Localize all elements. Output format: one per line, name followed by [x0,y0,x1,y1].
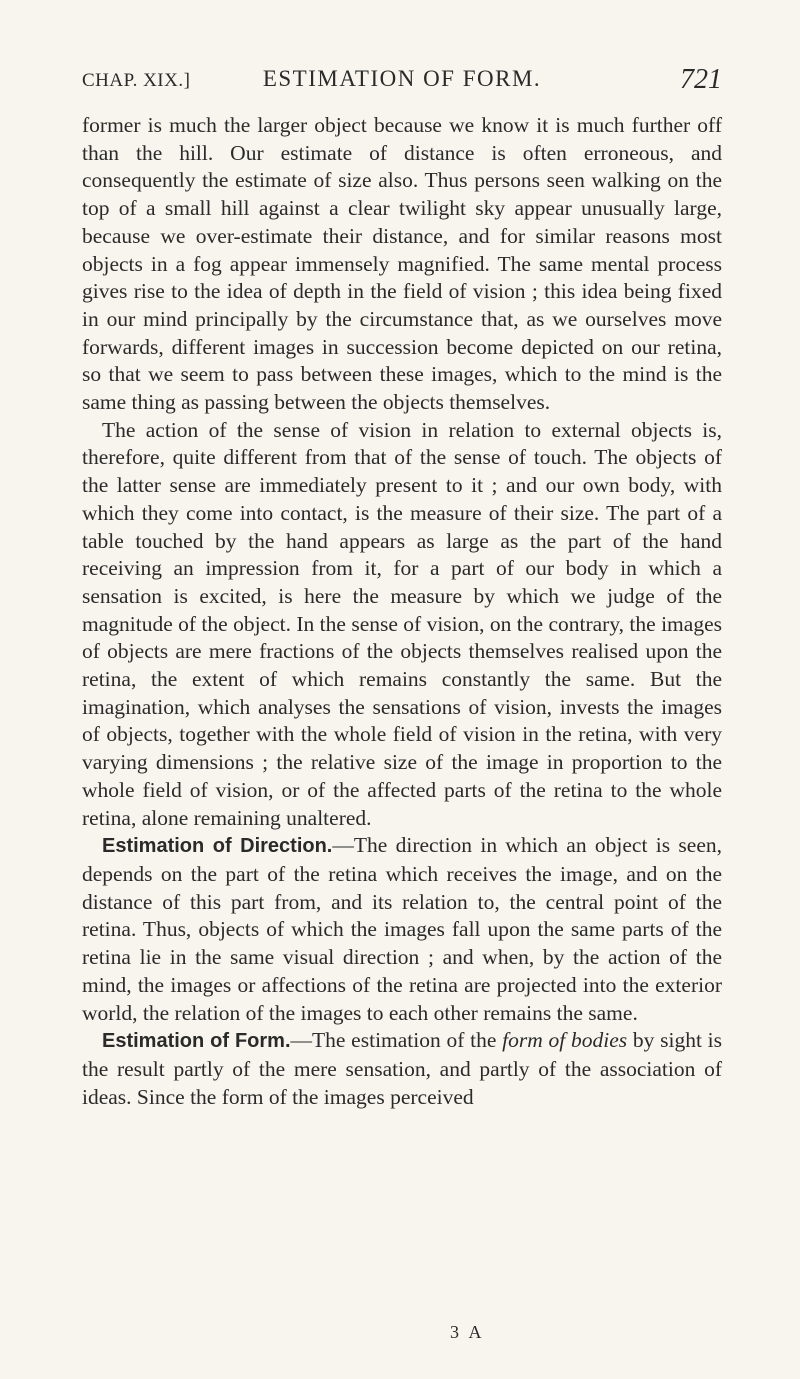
paragraph-1: former is much the larger object because we know it is much further off than the hill. Our estimate of distance is often erroneous, and consequently the estimate of size also. Thus persons seen walking on the top of a small hill against a clear twilight sky appear unusually large, because we over-estimate their distance, and for similar reasons most objects in a fog appear immensely magnified. The same mental process gives rise to the idea of depth in the field of vision ; this idea being fixed in our mind principally by the circumstance that, as we ourselves move forwards, different images in succession become depicted on our retina, so that we seem to pass between these images, which to the mind is the same thing as passing between the objects themselves. [82,113,722,415]
section-heading-form: Estimation of Form. [102,1030,291,1053]
chapter-label: CHAP. XIX.] [82,70,191,91]
page-number: 721 [680,64,722,95]
paragraph-2: The action of the sense of vision in relation to external objects is, therefore, quite different from that of the sense of touch. The objects of the latter sense are immediately present to it ; and our own body, with which they come into contact, is the measure of their size. The part of a table touched by the hand appears as large as the part of the hand receiving an impression from it, for a part of our body in which a sensation is excited, is here the measure by which we judge of the magnitude of the object. In the sense of vision, on the contrary, the images of objects are mere fractions of the objects themselves realised upon the retina, the extent of which remains constantly the same. But the imagination, which analyses the sensations of vision, invests the images of objects, together with the whole field of vision in the retina, with very varying dimensions ; the relative size of the image in proportion to the whole field of vision, or of the affected parts of the retina to the whole retina, alone remaining unaltered. [82,417,722,830]
body-text [82,112,722,1111]
signature-mark: 3 A [450,1322,485,1342]
page-title: ESTIMATION OF FORM. [262,66,542,91]
running-head [82,64,722,104]
paragraph-4 [82,1027,722,1111]
paragraph-4-emphasis: form of bodies [502,1028,628,1053]
paragraph-3-text: —The direction in which an object is seen, depends on the part of the retina which receives the image, and on the distance of this part from, and its relation to, the central point of the retina. Thus, objects of which the images fall upon the same parts of the retina lie in the same visual direction ; and when, by the action of the mind, the images or affections of the retina are projected into the exterior world, the relation of the images to each other remains the same. [82,833,722,1025]
paragraph-4-text-a: —The estimation of the [290,1028,503,1053]
section-heading-direction: Estimation of Direction. [102,835,333,858]
paragraph-4-text-b: by sight is the result partly of the mere sensation, and partly of the association of ideas. Since the form of the images perceived [82,1028,722,1109]
paragraph-3 [82,832,722,1027]
